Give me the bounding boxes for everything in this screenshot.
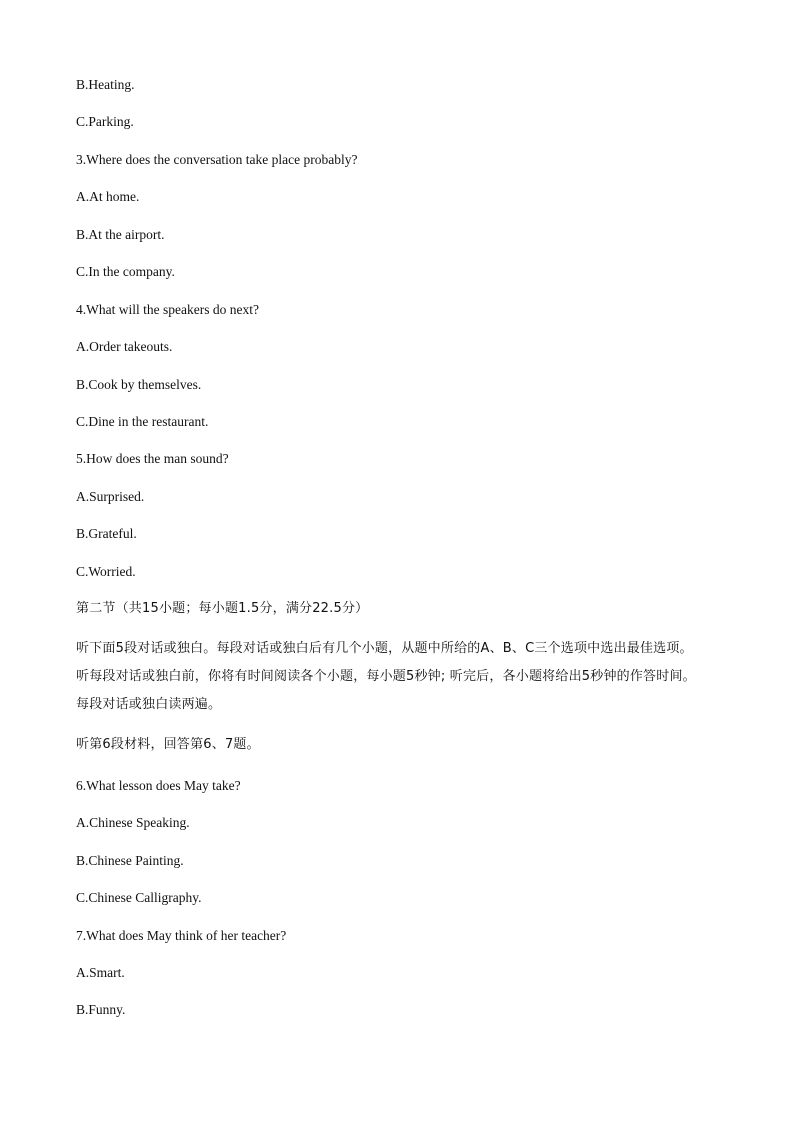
- option-b-cook-by-themselves: B.Cook by themselves.: [76, 377, 202, 392]
- option-a-surprised: A.Surprised.: [76, 489, 145, 504]
- option-c-chinese-calligraphy: C.Chinese Calligraphy.: [76, 890, 202, 905]
- option-a-chinese-speaking: A.Chinese Speaking.: [76, 815, 190, 830]
- question-6: 6.What lesson does May take?: [76, 778, 241, 793]
- question-5: 5.How does the man sound?: [76, 451, 229, 466]
- option-b-chinese-painting: B.Chinese Painting.: [76, 853, 184, 868]
- instructions-line-3: 每段对话或独白读两遍。: [76, 697, 222, 712]
- option-a-at-home: A.At home.: [76, 189, 140, 204]
- option-c-dine-in-restaurant: C.Dine in the restaurant.: [76, 414, 209, 429]
- option-b-funny: B.Funny.: [76, 1002, 126, 1017]
- option-a-smart: A.Smart.: [76, 965, 125, 980]
- instructions-line-1: 听下面5段对话或独白。每段对话或独白后有几个小题，从题中所给的A、B、C三个选项中选出最佳选项。: [76, 641, 693, 656]
- question-7: 7.What does May think of her teacher?: [76, 928, 287, 943]
- instructions-line-2: 听每段对话或独白前，你将有时间阅读各个小题，每小题5秒钟; 听完后，各小题将给出5秒钟的作答时间。: [76, 669, 696, 684]
- option-b-heating: B.Heating.: [76, 77, 135, 92]
- question-3: 3.Where does the conversation take place probably?: [76, 152, 358, 167]
- section-heading: 第二节（共15小题；每小题1.5分，满分22.5分）: [76, 601, 369, 616]
- option-c-in-the-company: C.In the company.: [76, 264, 175, 279]
- option-a-order-takeouts: A.Order takeouts.: [76, 339, 173, 354]
- option-b-grateful: B.Grateful.: [76, 526, 137, 541]
- option-b-at-the-airport: B.At the airport.: [76, 227, 165, 242]
- question-4: 4.What will the speakers do next?: [76, 302, 259, 317]
- material-6-instruction: 听第6段材料，回答第6、7题。: [76, 737, 260, 752]
- option-c-parking: C.Parking.: [76, 114, 134, 129]
- option-c-worried: C.Worried.: [76, 564, 136, 579]
